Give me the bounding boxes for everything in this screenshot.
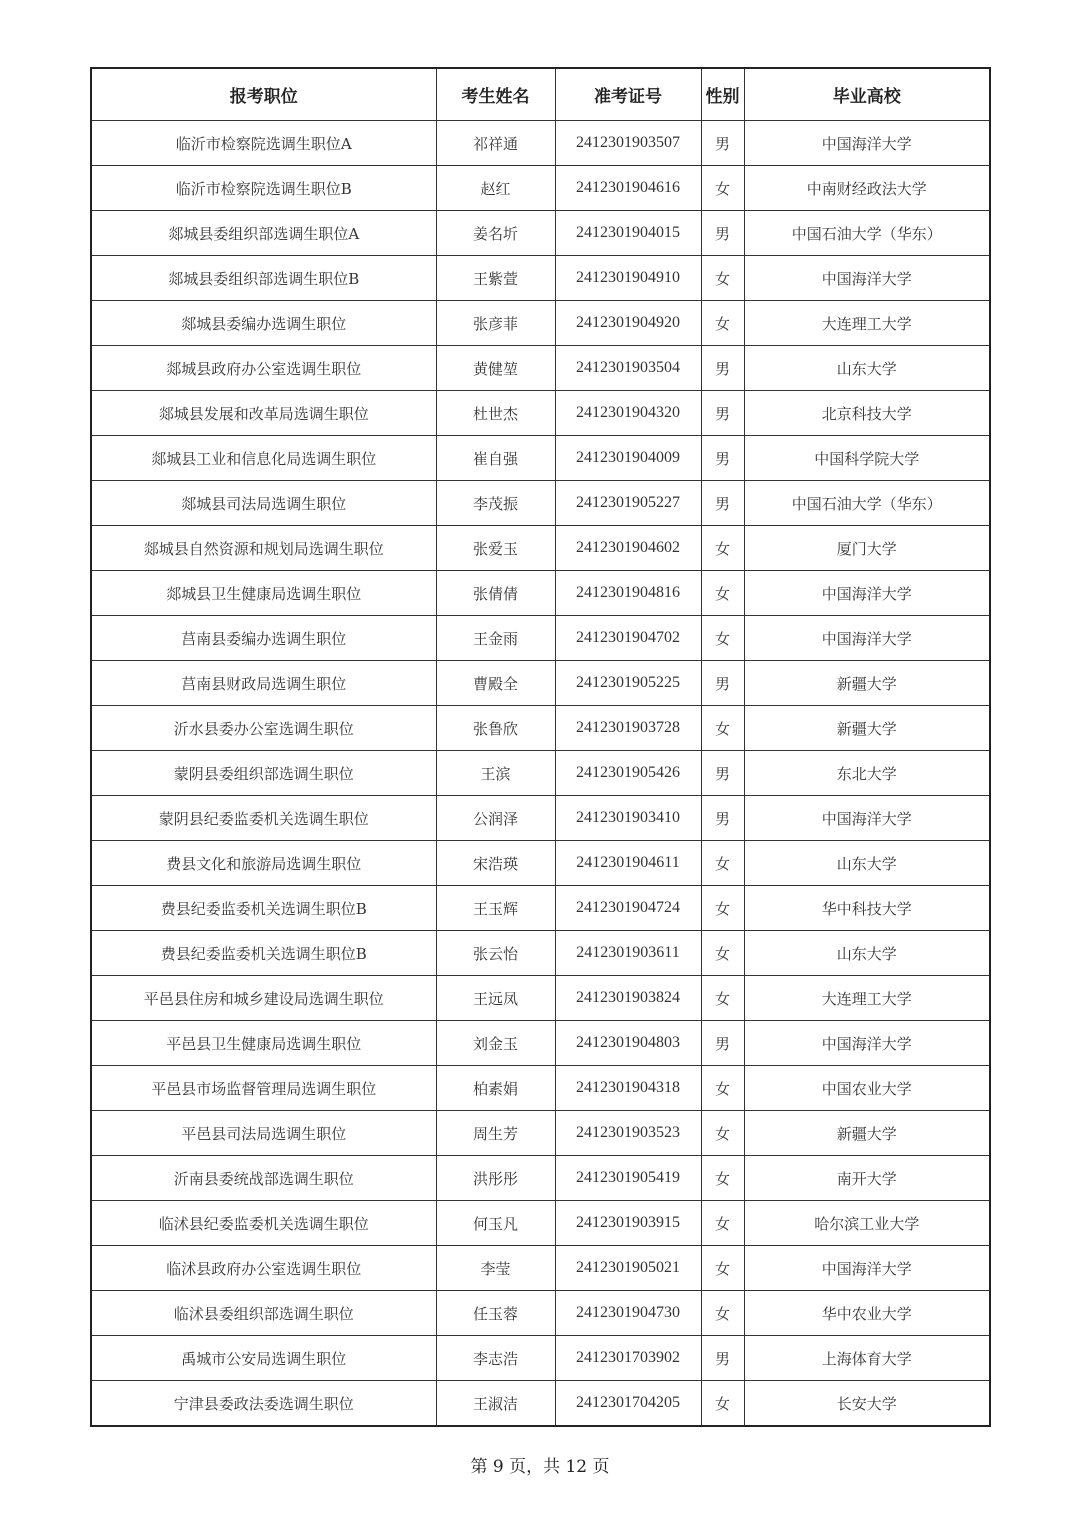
cell-exam-id: 2412301905225 — [555, 661, 701, 706]
results-table-container — [90, 67, 989, 1427]
cell-position: 郯城县委编办选调生职位 — [91, 301, 436, 346]
cell-position: 平邑县司法局选调生职位 — [91, 1111, 436, 1156]
cell-exam-id: 2412301904320 — [555, 391, 701, 436]
cell-name: 黄健堃 — [436, 346, 555, 391]
cell-gender: 女 — [701, 166, 744, 211]
cell-exam-id: 2412301904803 — [555, 1021, 701, 1066]
cell-exam-id: 2412301903915 — [555, 1201, 701, 1246]
header-university: 毕业高校 — [744, 68, 990, 121]
table-row — [91, 661, 990, 706]
cell-exam-id: 2412301904910 — [555, 256, 701, 301]
cell-exam-id: 2412301905021 — [555, 1246, 701, 1291]
cell-gender: 男 — [701, 391, 744, 436]
cell-exam-id: 2412301903611 — [555, 931, 701, 976]
cell-gender: 女 — [701, 1066, 744, 1111]
cell-gender: 女 — [701, 706, 744, 751]
cell-gender: 女 — [701, 841, 744, 886]
table-row — [91, 886, 990, 931]
cell-name: 杜世杰 — [436, 391, 555, 436]
cell-gender: 女 — [701, 1246, 744, 1291]
cell-position: 临沭县委组织部选调生职位 — [91, 1291, 436, 1336]
cell-position: 禹城市公安局选调生职位 — [91, 1336, 436, 1381]
cell-position: 郯城县司法局选调生职位 — [91, 481, 436, 526]
page-number: 第 9 页，共 12 页 — [470, 1457, 610, 1477]
cell-name: 张鲁欣 — [436, 706, 555, 751]
cell-university: 华中农业大学 — [744, 1291, 990, 1336]
cell-gender: 女 — [701, 301, 744, 346]
cell-university: 南开大学 — [744, 1156, 990, 1201]
cell-university: 新疆大学 — [744, 706, 990, 751]
cell-position: 临沂市检察院选调生职位B — [91, 166, 436, 211]
cell-name: 洪彤彤 — [436, 1156, 555, 1201]
table-row — [91, 166, 990, 211]
table-row — [91, 481, 990, 526]
cell-university: 中国海洋大学 — [744, 1021, 990, 1066]
results-table — [90, 67, 991, 1427]
cell-exam-id: 2412301904318 — [555, 1066, 701, 1111]
cell-name: 王淑洁 — [436, 1381, 555, 1427]
cell-university: 华中科技大学 — [744, 886, 990, 931]
cell-position: 蒙阴县委组织部选调生职位 — [91, 751, 436, 796]
cell-university: 中国海洋大学 — [744, 256, 990, 301]
cell-gender: 男 — [701, 796, 744, 841]
table-row — [91, 121, 990, 166]
cell-position: 沂水县委办公室选调生职位 — [91, 706, 436, 751]
cell-name: 王金雨 — [436, 616, 555, 661]
cell-gender: 男 — [701, 211, 744, 256]
table-row — [91, 211, 990, 256]
cell-exam-id: 2412301905419 — [555, 1156, 701, 1201]
cell-exam-id: 2412301904611 — [555, 841, 701, 886]
cell-name: 赵红 — [436, 166, 555, 211]
cell-university: 中国海洋大学 — [744, 121, 990, 166]
table-row — [91, 1156, 990, 1201]
cell-gender: 女 — [701, 1156, 744, 1201]
table-row — [91, 976, 990, 1021]
cell-university: 中国科学院大学 — [744, 436, 990, 481]
cell-name: 李茂振 — [436, 481, 555, 526]
table-row — [91, 616, 990, 661]
cell-university: 中国石油大学（华东） — [744, 481, 990, 526]
cell-exam-id: 2412301904920 — [555, 301, 701, 346]
cell-name: 王紫萱 — [436, 256, 555, 301]
table-row — [91, 436, 990, 481]
cell-gender: 男 — [701, 1336, 744, 1381]
header-name: 考生姓名 — [436, 68, 555, 121]
table-row — [91, 526, 990, 571]
cell-gender: 女 — [701, 256, 744, 301]
cell-university: 大连理工大学 — [744, 976, 990, 1021]
table-header-row — [91, 68, 990, 121]
table-row — [91, 706, 990, 751]
cell-gender: 女 — [701, 1291, 744, 1336]
cell-university: 山东大学 — [744, 841, 990, 886]
cell-exam-id: 2412301903410 — [555, 796, 701, 841]
cell-position: 临沂市检察院选调生职位A — [91, 121, 436, 166]
table-row — [91, 346, 990, 391]
cell-position: 郯城县发展和改革局选调生职位 — [91, 391, 436, 436]
cell-gender: 女 — [701, 886, 744, 931]
cell-name: 李志浩 — [436, 1336, 555, 1381]
table-row — [91, 571, 990, 616]
cell-gender: 女 — [701, 526, 744, 571]
cell-university: 中国海洋大学 — [744, 571, 990, 616]
cell-exam-id: 2412301904009 — [555, 436, 701, 481]
cell-university: 大连理工大学 — [744, 301, 990, 346]
table-row — [91, 256, 990, 301]
cell-name: 周生芳 — [436, 1111, 555, 1156]
cell-name: 任玉蓉 — [436, 1291, 555, 1336]
cell-position: 郯城县委组织部选调生职位B — [91, 256, 436, 301]
cell-gender: 女 — [701, 571, 744, 616]
cell-name: 张云怡 — [436, 931, 555, 976]
cell-name: 王玉辉 — [436, 886, 555, 931]
cell-university: 新疆大学 — [744, 661, 990, 706]
cell-name: 王滨 — [436, 751, 555, 796]
cell-university: 哈尔滨工业大学 — [744, 1201, 990, 1246]
cell-university: 长安大学 — [744, 1381, 990, 1427]
cell-exam-id: 2412301904724 — [555, 886, 701, 931]
table-row — [91, 1111, 990, 1156]
cell-exam-id: 2412301903728 — [555, 706, 701, 751]
table-body — [91, 121, 990, 1427]
cell-exam-id: 2412301904730 — [555, 1291, 701, 1336]
cell-university: 新疆大学 — [744, 1111, 990, 1156]
table-row — [91, 1291, 990, 1336]
cell-position: 宁津县委政法委选调生职位 — [91, 1381, 436, 1427]
cell-name: 祁祥通 — [436, 121, 555, 166]
cell-position: 费县纪委监委机关选调生职位B — [91, 931, 436, 976]
cell-name: 张爱玉 — [436, 526, 555, 571]
cell-position: 郯城县政府办公室选调生职位 — [91, 346, 436, 391]
cell-gender: 女 — [701, 976, 744, 1021]
cell-university: 东北大学 — [744, 751, 990, 796]
cell-gender: 男 — [701, 346, 744, 391]
cell-position: 平邑县卫生健康局选调生职位 — [91, 1021, 436, 1066]
table-row — [91, 1201, 990, 1246]
cell-name: 崔自强 — [436, 436, 555, 481]
cell-university: 山东大学 — [744, 346, 990, 391]
cell-university: 中国海洋大学 — [744, 616, 990, 661]
cell-exam-id: 2412301903507 — [555, 121, 701, 166]
cell-position: 费县文化和旅游局选调生职位 — [91, 841, 436, 886]
cell-exam-id: 2412301903523 — [555, 1111, 701, 1156]
cell-gender: 男 — [701, 436, 744, 481]
cell-exam-id: 2412301905227 — [555, 481, 701, 526]
cell-exam-id: 2412301904702 — [555, 616, 701, 661]
cell-university: 中国海洋大学 — [744, 796, 990, 841]
header-position: 报考职位 — [91, 68, 436, 121]
cell-name: 宋浩瑛 — [436, 841, 555, 886]
cell-gender: 女 — [701, 616, 744, 661]
cell-position: 郯城县卫生健康局选调生职位 — [91, 571, 436, 616]
cell-position: 临沭县政府办公室选调生职位 — [91, 1246, 436, 1291]
cell-gender: 男 — [701, 661, 744, 706]
cell-position: 蒙阴县纪委监委机关选调生职位 — [91, 796, 436, 841]
header-gender: 性别 — [701, 68, 744, 121]
cell-exam-id: 2412301904015 — [555, 211, 701, 256]
cell-position: 沂南县委统战部选调生职位 — [91, 1156, 436, 1201]
cell-position: 莒南县财政局选调生职位 — [91, 661, 436, 706]
cell-name: 公润泽 — [436, 796, 555, 841]
table-row — [91, 796, 990, 841]
cell-exam-id: 2412301904616 — [555, 166, 701, 211]
cell-exam-id: 2412301903504 — [555, 346, 701, 391]
cell-exam-id: 2412301904816 — [555, 571, 701, 616]
cell-gender: 女 — [701, 1111, 744, 1156]
cell-gender: 男 — [701, 481, 744, 526]
cell-university: 中国石油大学（华东） — [744, 211, 990, 256]
cell-gender: 男 — [701, 1021, 744, 1066]
cell-exam-id: 2412301905426 — [555, 751, 701, 796]
cell-name: 李莹 — [436, 1246, 555, 1291]
cell-name: 王远凤 — [436, 976, 555, 1021]
table-row — [91, 931, 990, 976]
table-row — [91, 1066, 990, 1111]
cell-exam-id: 2412301904602 — [555, 526, 701, 571]
cell-position: 费县纪委监委机关选调生职位B — [91, 886, 436, 931]
table-row — [91, 751, 990, 796]
cell-exam-id: 2412301703902 — [555, 1336, 701, 1381]
table-row — [91, 1021, 990, 1066]
cell-university: 中国农业大学 — [744, 1066, 990, 1111]
cell-position: 郯城县委组织部选调生职位A — [91, 211, 436, 256]
table-row — [91, 391, 990, 436]
cell-name: 柏素娟 — [436, 1066, 555, 1111]
cell-position: 郯城县自然资源和规划局选调生职位 — [91, 526, 436, 571]
cell-position: 莒南县委编办选调生职位 — [91, 616, 436, 661]
cell-university: 北京科技大学 — [744, 391, 990, 436]
cell-name: 姜名圻 — [436, 211, 555, 256]
table-row — [91, 841, 990, 886]
cell-university: 中国海洋大学 — [744, 1246, 990, 1291]
table-row — [91, 1336, 990, 1381]
cell-name: 曹殿全 — [436, 661, 555, 706]
cell-university: 中南财经政法大学 — [744, 166, 990, 211]
header-exam-id: 准考证号 — [555, 68, 701, 121]
cell-position: 平邑县市场监督管理局选调生职位 — [91, 1066, 436, 1111]
cell-position: 临沭县纪委监委机关选调生职位 — [91, 1201, 436, 1246]
table-row — [91, 1381, 990, 1427]
cell-university: 上海体育大学 — [744, 1336, 990, 1381]
cell-university: 厦门大学 — [744, 526, 990, 571]
cell-gender: 女 — [701, 1381, 744, 1427]
cell-exam-id: 2412301903824 — [555, 976, 701, 1021]
cell-gender: 男 — [701, 751, 744, 796]
cell-name: 刘金玉 — [436, 1021, 555, 1066]
cell-position: 郯城县工业和信息化局选调生职位 — [91, 436, 436, 481]
cell-name: 张倩倩 — [436, 571, 555, 616]
table-row — [91, 1246, 990, 1291]
cell-gender: 男 — [701, 121, 744, 166]
cell-gender: 女 — [701, 931, 744, 976]
cell-university: 山东大学 — [744, 931, 990, 976]
cell-exam-id: 2412301704205 — [555, 1381, 701, 1427]
cell-name: 何玉凡 — [436, 1201, 555, 1246]
table-row — [91, 301, 990, 346]
cell-name: 张彦菲 — [436, 301, 555, 346]
cell-position: 平邑县住房和城乡建设局选调生职位 — [91, 976, 436, 1021]
cell-gender: 女 — [701, 1201, 744, 1246]
